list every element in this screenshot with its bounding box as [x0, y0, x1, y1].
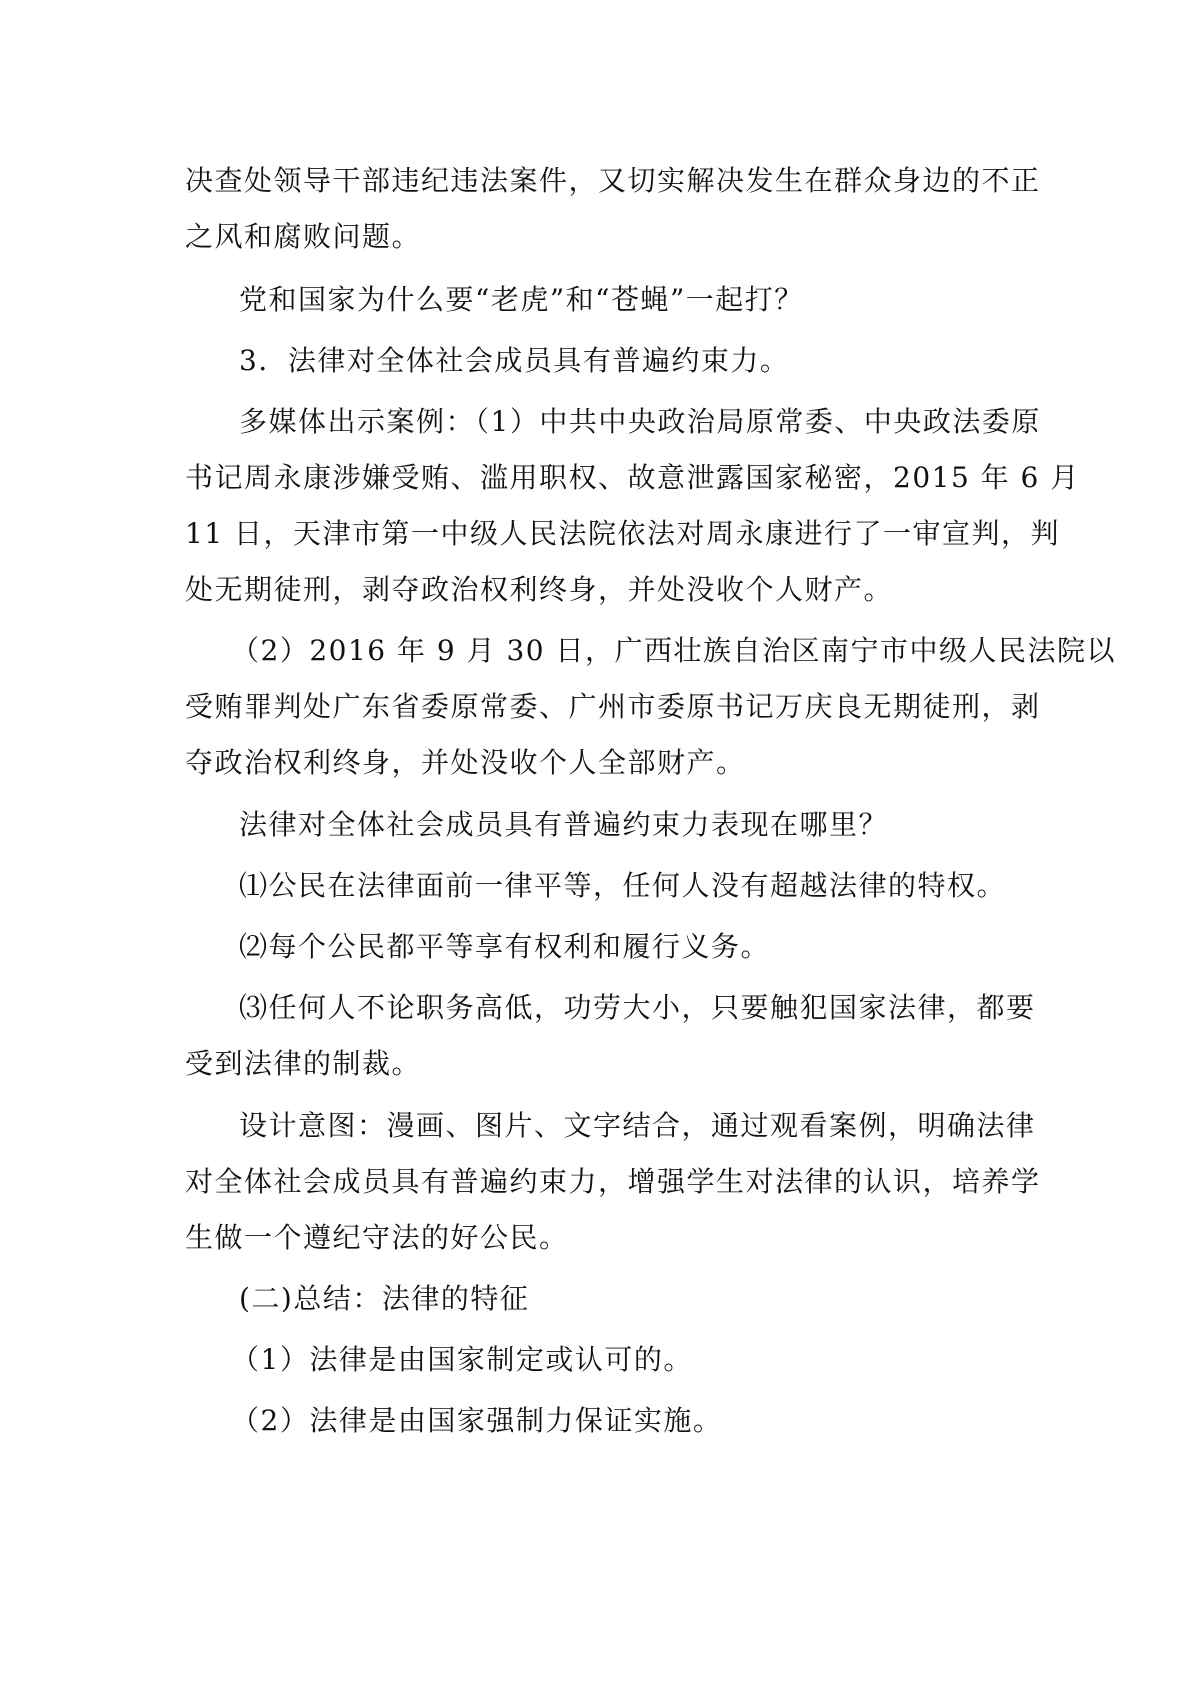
paragraph-line: （2）2016 年 9 月 30 日，广西壮族自治区南宁市中级人民法院以	[231, 634, 1117, 667]
paragraph-line: 书记周永康涉嫌受贿、滥用职权、故意泄露国家秘密，2015 年 6 月	[185, 461, 1080, 494]
paragraph-line: 夺政治权利终身，并处没收个人全部财产。	[185, 746, 746, 779]
paragraph-line: 生做一个遵纪守法的好公民。	[185, 1221, 569, 1254]
section-heading: 3．法律对全体社会成员具有普遍约束力。	[239, 344, 790, 377]
paragraph-line: 对全体社会成员具有普遍约束力，增强学生对法律的认识，培养学	[185, 1165, 1041, 1198]
list-item: （1）法律是由国家制定或认可的。	[231, 1343, 693, 1376]
list-item: ⑶任何人不论职务高低，功劳大小，只要触犯国家法律，都要	[239, 991, 1036, 1024]
list-item: （2）法律是由国家强制力保证实施。	[231, 1404, 723, 1437]
paragraph-line: 设计意图：漫画、图片、文字结合，通过观看案例，明确法律	[239, 1109, 1036, 1142]
paragraph-line: 之风和腐败问题。	[185, 220, 422, 253]
paragraph-line: 多媒体出示案例：（1）中共中央政治局原常委、中央政法委原	[239, 405, 1041, 438]
list-item: 受到法律的制裁。	[185, 1047, 422, 1080]
paragraph-line: 受贿罪判处广东省委原常委、广州市委原书记万庆良无期徒刑，剥	[185, 690, 1041, 723]
paragraph-line: 处无期徒刑，剥夺政治权利终身，并处没收个人财产。	[185, 573, 894, 606]
paragraph-line: 11 日，天津市第一中级人民法院依法对周永康进行了一审宣判，判	[185, 517, 1061, 550]
section-heading: (二)总结：法律的特征	[239, 1282, 530, 1315]
paragraph-line: 党和国家为什么要“老虎”和“苍蝇”一起打？	[239, 283, 804, 316]
list-item: ⑴公民在法律面前一律平等，任何人没有超越法律的特权。	[239, 869, 1007, 902]
paragraph-line: 决查处领导干部违纪违法案件，又切实解决发生在群众身边的不正	[185, 164, 1041, 197]
paragraph-line: 法律对全体社会成员具有普遍约束力表现在哪里？	[239, 808, 889, 841]
list-item: ⑵每个公民都平等享有权利和履行义务。	[239, 930, 771, 963]
